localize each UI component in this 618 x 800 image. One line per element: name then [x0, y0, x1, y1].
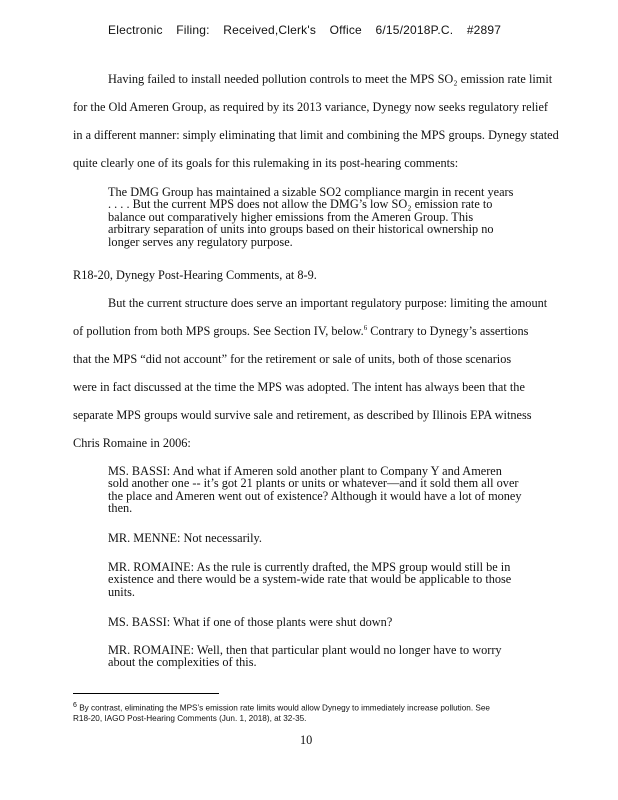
body-line — [73, 324, 528, 339]
footnote-divider — [73, 693, 219, 694]
body-line: in a different manner: simply eliminating that limit and combining the MPS groups. Dynegy stated — [73, 128, 559, 142]
header-date: 6/15/2018P.C. — [375, 23, 454, 37]
header-electronic: Electronic — [108, 23, 163, 37]
quote-line: MR. ROMAINE: Well, then that particular plant would no longer have to worry — [108, 643, 502, 657]
body-text: of pollution from both MPS groups. See Section IV, below. — [73, 324, 364, 339]
body-line: But the current structure does serve an important regulatory purpose: limiting the amount — [108, 296, 548, 310]
citation: R18-20, Dynegy Post-Hearing Comments, at 8-9. — [73, 268, 317, 282]
header-received: Received,Clerk's — [223, 23, 317, 37]
body-line: for the Old Ameren Group, as required by its 2013 variance, Dynegy now seeks regulatory relief — [73, 100, 548, 114]
quote-line: then. — [108, 501, 133, 516]
block-quote-transcript — [108, 465, 548, 515]
body-line: quite clearly one of its goals for this rulemaking in its post-hearing comments: — [73, 156, 459, 170]
transcript-bassi-2: MS. BASSI: What if one of those plants were shut down? — [108, 615, 393, 629]
quote-line: balance out comparatively higher emissions from the Ameren Group. This — [108, 209, 474, 224]
quote-line: longer serves any regulatory purpose. — [108, 234, 293, 249]
quote-line: MR. ROMAINE: As the rule is currently drafted, the MPS group would still be in — [108, 560, 511, 574]
transcript-romaine-2 — [108, 644, 548, 669]
body-line: that the MPS “did not account” for the retirement or sale of units, both of those scenarios — [73, 352, 512, 366]
quote-line: units. — [108, 584, 135, 599]
quote-line: sold another one -- it’s got 21 plants or units or whatever—and it sold them all over — [108, 476, 519, 491]
quote-line: arbitrary separation of units into groups based on their historical ownership no — [108, 222, 494, 237]
block-quote-dynegy — [108, 186, 548, 248]
footnote-text: By contrast, eliminating the MPS’s emission rate limits would allow Dynegy to immediately increase pollution. See — [79, 703, 490, 713]
footnote-ref[interactable]: 6 — [363, 324, 368, 332]
body-line: were in fact discussed at the time the MPS was adopted. The intent has always been that the — [73, 380, 525, 394]
quote-line: about the complexities of this. — [108, 655, 257, 670]
footnote-number: 6 — [73, 702, 77, 709]
body-line: Chris Romaine in 2006: — [73, 436, 191, 450]
quote-line: MS. BASSI: And what if Ameren sold another plant to Company Y and Ameren — [108, 464, 502, 478]
header-number: #2897 — [466, 23, 502, 37]
filing-header — [108, 23, 511, 37]
body-text: Contrary to Dynegy’s assertions — [367, 324, 529, 339]
header-filing: Filing: — [176, 23, 210, 37]
header-office: Office — [329, 23, 362, 37]
page-number: 10 — [300, 733, 313, 747]
transcript-menne: MR. MENNE: Not necessarily. — [108, 531, 262, 545]
body-line: Having failed to install needed pollution controls to meet the MPS SO₂ emission rate limit — [108, 72, 553, 86]
quote-line: existence and there would be a system-wide rate that would be applicable to those — [108, 572, 512, 587]
transcript-romaine-1 — [108, 561, 548, 598]
quote-line: . . . . But the current MPS does not allow the DMG’s low SO₂ emission rate to — [108, 197, 493, 212]
footnote-line — [73, 702, 490, 713]
footnote-line: R18-20, IAGO Post-Hearing Comments (Jun. 1, 2018), at 32-35. — [73, 714, 307, 723]
quote-line: The DMG Group has maintained a sizable SO2 compliance margin in recent years — [108, 185, 514, 199]
body-line: separate MPS groups would survive sale and retirement, as described by Illinois EPA witness — [73, 408, 532, 422]
quote-line: the place and Ameren went out of existence? Although it would have a lot of money — [108, 488, 522, 503]
